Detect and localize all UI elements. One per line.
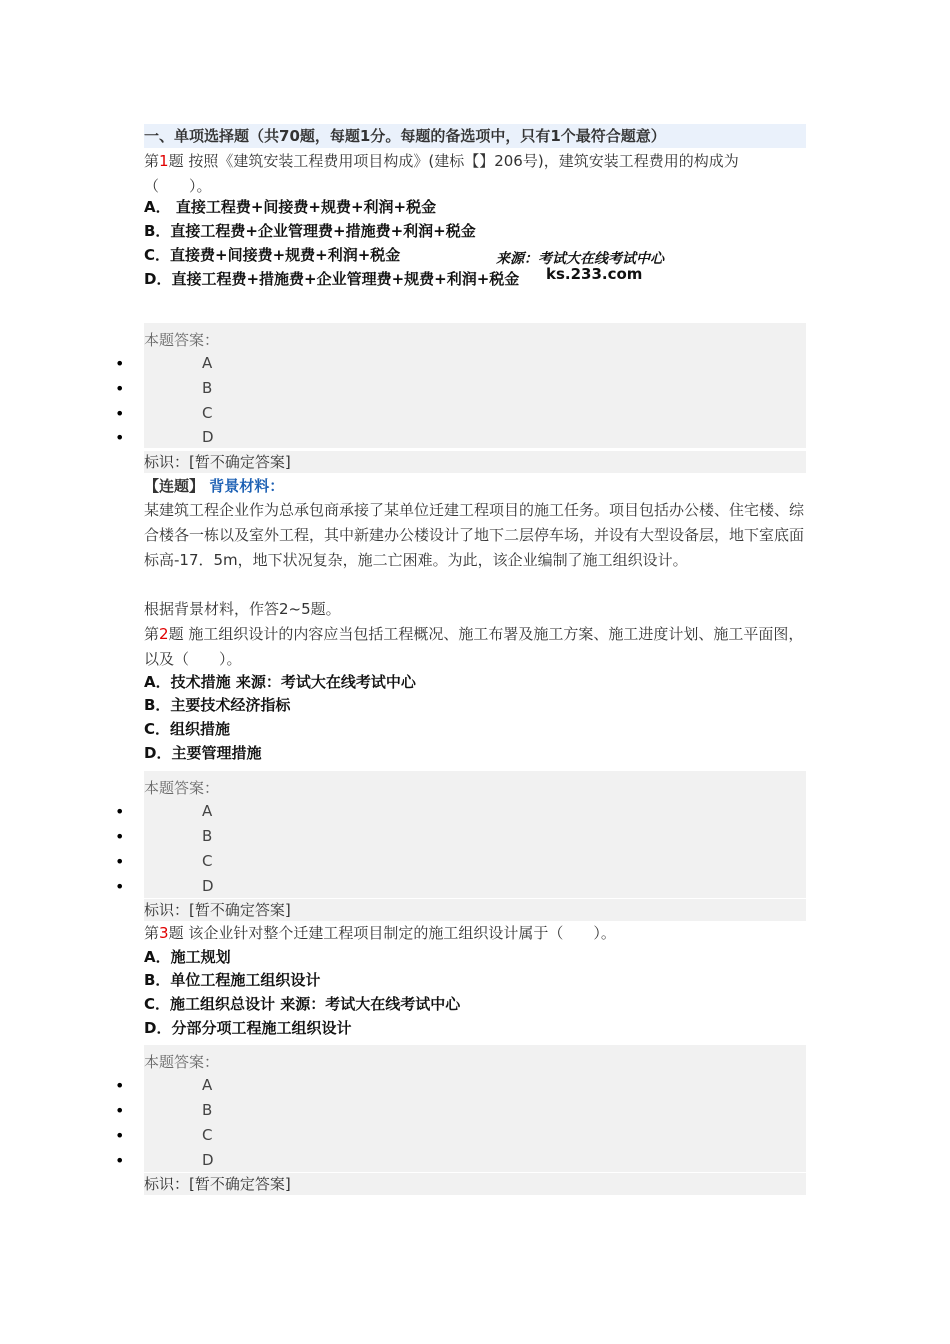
bullet-icon: •	[115, 379, 125, 398]
background-text: 某建筑工程企业作为总承包商承接了某单位迁建工程项目的施工任务。项目包括办公楼、住宅楼、综合楼各一栋以及室外工程，其中新建办公楼设计了地下二层停车场，并设有大型设备层，地下室底面标高-17．5m，地下状况复杂，施二亡困难。为此，该企业编制了施工组织设计。	[144, 501, 805, 569]
answer-letter: A	[202, 1076, 213, 1094]
answer-option-d[interactable]	[0, 874, 806, 899]
question-number: 3	[159, 924, 169, 942]
answer-option-c[interactable]	[0, 401, 806, 426]
answer-option-d[interactable]	[0, 425, 806, 450]
answer-option-c[interactable]	[0, 1123, 806, 1148]
question-number: 1	[159, 152, 169, 170]
question-prefix: 第	[144, 152, 160, 170]
answer-option-a[interactable]	[0, 1073, 806, 1098]
watermark-url: ks.233.com	[546, 265, 643, 283]
answer-letter: C	[202, 1126, 213, 1144]
bullet-icon: •	[115, 802, 125, 821]
bullet-icon: •	[115, 354, 125, 373]
question-2-stem	[144, 622, 806, 672]
answer-letter: B	[202, 1101, 213, 1119]
question-text: 该企业针对整个迁建工程项目制定的施工组织设计属于（ ）。	[188, 924, 616, 942]
answer-label: 本题答案：	[144, 331, 220, 349]
answer-letter: D	[202, 877, 214, 895]
answer-letter: C	[202, 404, 213, 422]
bullet-icon: •	[115, 1126, 125, 1145]
background-instruction: 根据背景材料，作答2~5题。	[144, 600, 341, 618]
answer-option-d[interactable]	[0, 1148, 806, 1173]
answer-letter: C	[202, 852, 213, 870]
question-3-option-b: B．单位工程施工组织设计	[144, 971, 321, 989]
bullet-icon: •	[115, 428, 125, 447]
mark-3: 标识：[暂不确定答案]	[144, 1173, 806, 1195]
answer-label: 本题答案：	[144, 1053, 220, 1071]
question-3-option-c: C．施工组织总设计 来源：考试大在线考试中心	[144, 995, 461, 1013]
question-prefix: 第	[144, 625, 160, 643]
answer-option-c[interactable]	[0, 849, 806, 874]
question-1-stem	[144, 149, 806, 199]
question-suffix: 题	[168, 924, 184, 942]
mark-1: 标识：[暂不确定答案]	[144, 451, 806, 473]
question-1-option-d: D．直接工程费+措施费+企业管理费+规费+利润+税金	[144, 270, 520, 288]
answer-letter: A	[202, 354, 213, 372]
background-tag: 【连题】	[144, 477, 205, 495]
bullet-icon: •	[115, 877, 125, 896]
answer-box-3	[115, 1045, 806, 1172]
watermark-source: 来源：考试大在线考试中心	[496, 251, 664, 267]
answer-box-1	[115, 323, 806, 448]
bullet-icon: •	[115, 1151, 125, 1170]
answer-option-b[interactable]	[0, 824, 806, 849]
question-3-option-a: A．施工规划	[144, 948, 231, 966]
mark-2: 标识：[暂不确定答案]	[144, 899, 806, 921]
answer-letter: D	[202, 1151, 214, 1169]
bullet-icon: •	[115, 1101, 125, 1120]
question-3-option-d: D．分部分项工程施工组织设计	[144, 1019, 352, 1037]
bullet-icon: •	[115, 827, 125, 846]
answer-letter: D	[202, 428, 214, 446]
background-title: 背景材料：	[209, 477, 285, 495]
bullet-icon: •	[115, 1076, 125, 1095]
answer-letter: A	[202, 802, 213, 820]
question-1-option-b: B．直接工程费+企业管理费+措施费+利润+税金	[144, 222, 476, 240]
question-text: 施工组织设计的内容应当包括工程概况、施工布署及施工方案、施工进度计划、施工平面图，以及（ ）。	[144, 625, 804, 668]
answer-label: 本题答案：	[144, 779, 220, 797]
bullet-icon: •	[115, 852, 125, 871]
answer-option-a[interactable]	[0, 351, 806, 376]
question-1-option-a: A． 直接工程费+间接费+规费+利润+税金	[144, 198, 437, 216]
question-2-option-d: D．主要管理措施	[144, 744, 262, 762]
question-3-stem	[144, 921, 806, 946]
question-prefix: 第	[144, 924, 160, 942]
question-number: 2	[159, 625, 169, 643]
question-suffix: 题	[168, 625, 184, 643]
answer-option-b[interactable]	[0, 1098, 806, 1123]
bullet-icon: •	[115, 404, 125, 423]
question-suffix: 题	[168, 152, 184, 170]
question-1-option-c: C．直接费+间接费+规费+利润+税金	[144, 246, 401, 264]
answer-letter: B	[202, 827, 213, 845]
answer-box-2	[115, 771, 806, 898]
question-2-option-c: C．组织措施	[144, 720, 231, 738]
question-text: 按照《建筑安装工程费用项目构成》(建标【】206号)，建筑安装工程费用的构成为（ ）。	[144, 152, 739, 195]
background-heading	[144, 474, 284, 498]
section-title: 一、单项选择题（共70题，每题1分。每题的备选项中，只有1个最符合题意）	[144, 124, 806, 148]
question-2-option-b: B．主要技术经济指标	[144, 696, 291, 714]
answer-option-a[interactable]	[0, 799, 806, 824]
question-2-option-a: A．技术措施 来源：考试大在线考试中心	[144, 673, 416, 691]
answer-letter: B	[202, 379, 213, 397]
answer-option-b[interactable]	[0, 376, 806, 401]
